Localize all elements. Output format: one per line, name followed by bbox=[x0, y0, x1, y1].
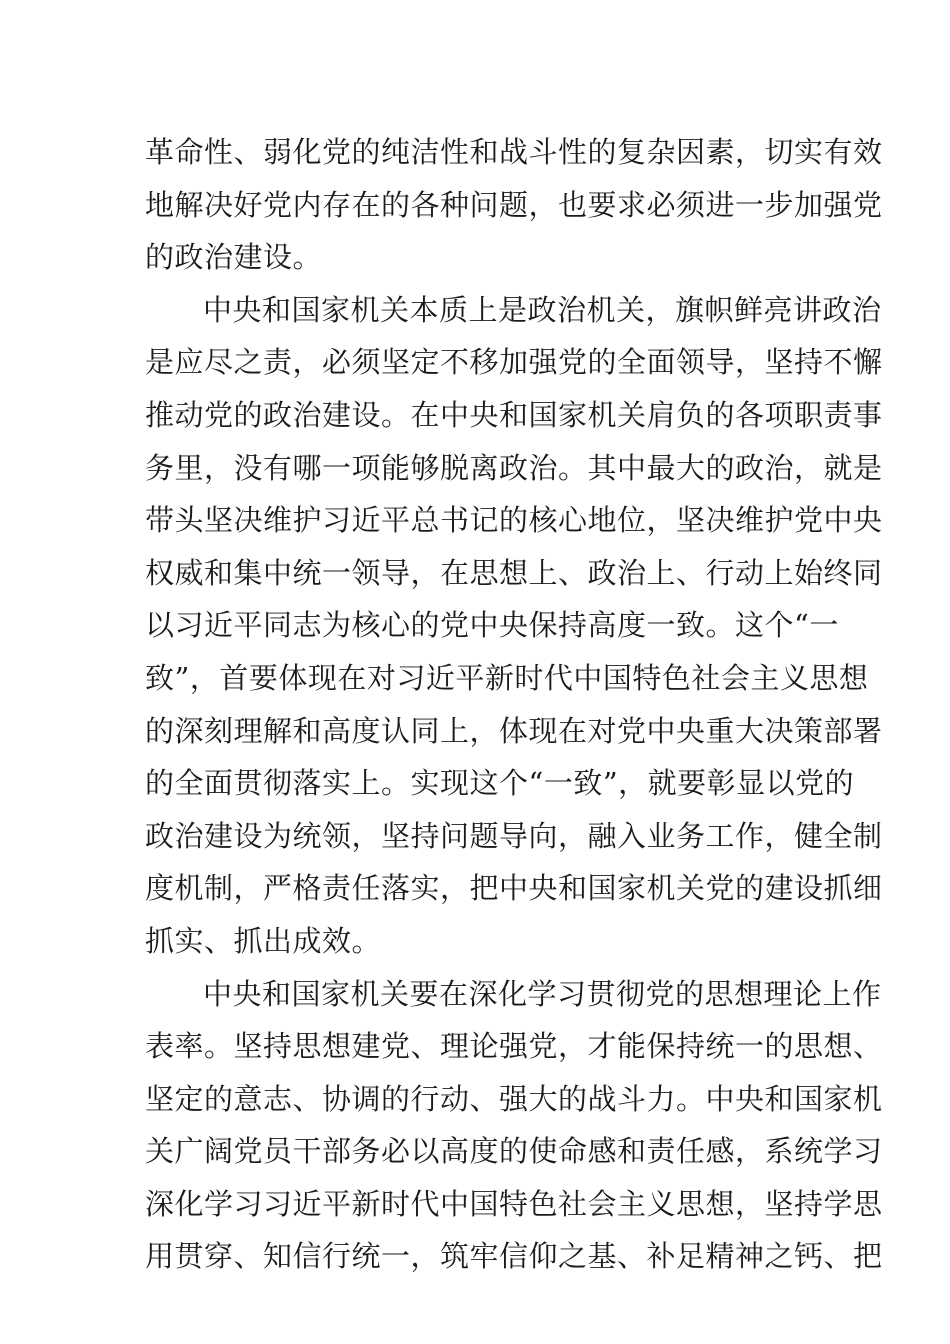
paragraph-first-line: 中央和国家机关本质上是政治机关，旗帜鲜亮讲政治 bbox=[203, 292, 882, 327]
body-text bbox=[145, 126, 883, 1283]
text-line: 抓实、抓出成效。 bbox=[145, 923, 382, 958]
text-line: 带头坚决维护习近平总书记的核心地位，坚决维护党中央 bbox=[145, 503, 883, 538]
text-line: 用贯穿、知信行统一，筑牢信仰之基、补足精神之钙、把 bbox=[145, 1239, 883, 1274]
text-line: 坚定的意志、协调的行动、强大的战斗力。中央和国家机 bbox=[145, 1081, 883, 1116]
text-line: 权威和集中统一领导，在思想上、政治上、行动上始终同 bbox=[145, 555, 883, 590]
text-line: 关广阔党员干部务必以高度的使命感和责任感，系统学习 bbox=[145, 1134, 883, 1169]
text-line: 深化学习习近平新时代中国特色社会主义思想，坚持学思 bbox=[145, 1186, 883, 1221]
text-line: 地解决好党内存在的各种问题，也要求必须进一步加强党 bbox=[145, 187, 883, 222]
text-line: 致”，首要体现在对习近平新时代中国特色社会主义思想 bbox=[145, 660, 869, 695]
text-line: 以习近平同志为核心的党中央保持高度一致。这个“一 bbox=[145, 608, 839, 643]
paragraph-first-line: 中央和国家机关要在深化学习贯彻党的思想理论上作 bbox=[203, 976, 882, 1011]
text-line: 务里，没有哪一项能够脱离政治。其中最大的政治，就是 bbox=[145, 450, 883, 485]
text-line: 的全面贯彻落实上。实现这个“一致”，就要彰显以党的 bbox=[145, 766, 855, 801]
text-line: 度机制，严格责任落实，把中央和国家机关党的建设抓细 bbox=[145, 871, 883, 906]
text-line: 的深刻理解和高度认同上，体现在对党中央重大决策部署 bbox=[145, 713, 883, 748]
text-line: 表率。坚持思想建党、理论强党，才能保持统一的思想、 bbox=[145, 1029, 883, 1064]
text-line: 推动党的政治建设。在中央和国家机关肩负的各项职责事 bbox=[145, 397, 883, 432]
text-line: 革命性、弱化党的纯洁性和战斗性的复杂因素，切实有效 bbox=[145, 135, 883, 169]
text-line: 是应尽之责，必须坚定不移加强党的全面领导，坚持不懈 bbox=[145, 345, 883, 380]
text-line: 的政治建设。 bbox=[145, 240, 323, 275]
text-line: 政治建设为统领，坚持问题导向，融入业务工作，健全制 bbox=[145, 818, 883, 853]
